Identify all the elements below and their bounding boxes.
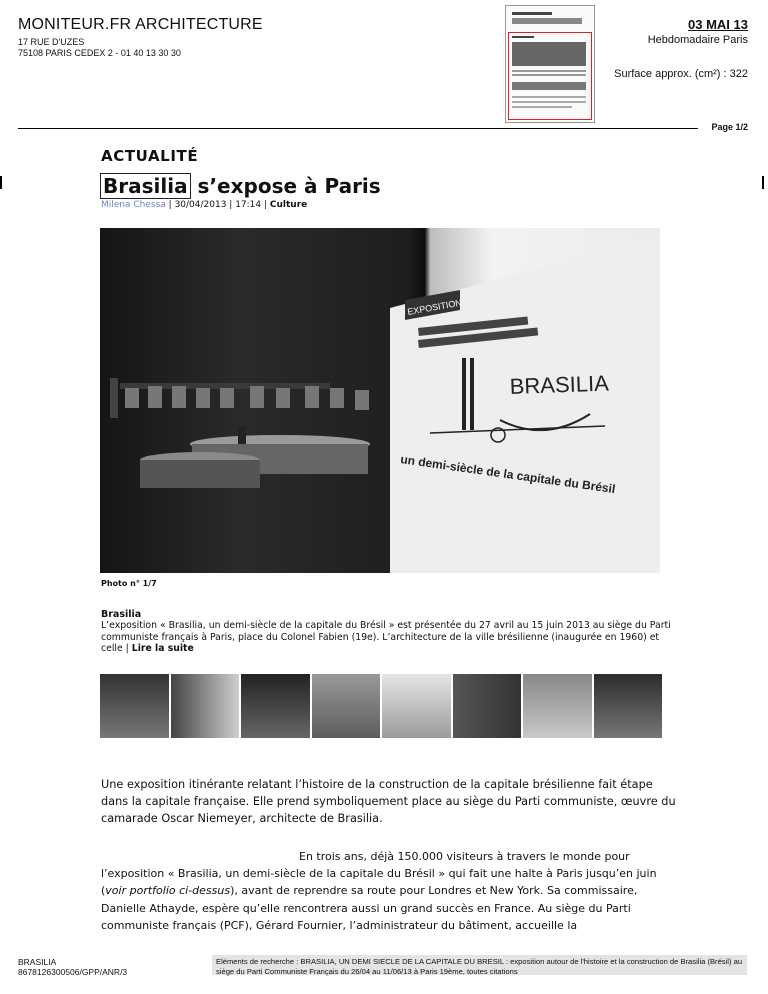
page-number: Page 1/2 [711, 122, 748, 132]
paragraph2-part-a: En trois ans, déjà 150.000 visiteurs à travers le monde pour l’exposition « Brasilia, un demi-siècle de la capitale du Brésil » qui fait une halte à Paris jusqu’en juin ( [101, 850, 657, 898]
thumbnail-3[interactable] [241, 674, 310, 738]
title-rest: s’expose à Paris [190, 174, 381, 198]
thumbnail-1[interactable] [100, 674, 169, 738]
photo-thumbnail-strip [100, 674, 662, 738]
margin-mark-left [0, 176, 2, 189]
body-paragraph-2 [101, 848, 681, 934]
photo-text-subtitle: un demi-siècle de la capitale du Brésil [399, 452, 617, 497]
thumbnail-8[interactable] [594, 674, 663, 738]
lead-paragraph [101, 620, 671, 655]
footer-ref-line-1: BRASILIA [18, 957, 57, 967]
photo-text-exposition: EXPOSITION [406, 297, 463, 317]
publication-name: MONITEUR.FR ARCHITECTURE [18, 16, 263, 33]
title-highlight: Brasilia [100, 173, 191, 199]
paragraph2-italic: voir portfolio ci-dessus [105, 884, 231, 898]
thumbnail-6[interactable] [453, 674, 522, 738]
thumbnail-2[interactable] [171, 674, 240, 738]
header-rule [18, 128, 698, 129]
surface-area: Surface approx. (cm²) : 322 [614, 68, 748, 80]
photo-text-brasilia: BRASILIA [509, 370, 610, 399]
footer-ref-line-2: 8678126300506/GPP/ANR/3 [18, 966, 128, 977]
thumbnail-4[interactable] [312, 674, 381, 738]
byline-meta: | 30/04/2013 | 17:14 | [165, 200, 270, 210]
article-title [100, 174, 381, 198]
publication-frequency: Hebdomadaire Paris [647, 34, 748, 46]
category-label[interactable]: Culture [269, 200, 308, 210]
publication-address [18, 37, 181, 59]
author-name[interactable]: Milena Chessa [101, 200, 166, 210]
thumbnail-highlight-box [508, 32, 592, 120]
search-terms-box: Eléments de recherche : BRASILIA, UN DEMI SIECLE DE LA CAPITALE DU BRESIL : exposition autour de l'histoire et la construction de Brasilia (Brésil) au siège du Parti Communiste Français du 26/04 au 11/06/13 à Paris 19ème, toutes citations [212, 955, 747, 975]
section-label: ACTUALITÉ [101, 147, 199, 165]
page-thumbnail [505, 5, 595, 123]
lead-heading: Brasilia [101, 609, 142, 620]
address-line-2: 75108 PARIS CEDEX 2 - 01 40 13 30 30 [18, 48, 181, 58]
exhibition-photo [100, 228, 660, 573]
thumbnail-7[interactable] [523, 674, 592, 738]
footer-reference [18, 958, 127, 977]
address-line-1: 17 RUE D'UZES [18, 37, 85, 47]
thumbnail-5[interactable] [382, 674, 451, 738]
photo-caption: Photo n° 1/7 [101, 579, 157, 588]
paragraph2-part-b: ), avant de reprendre sa route pour Londres et New York. Sa commissaire, Danielle Athayde, espère qu’elle rencontrera aussi un grand succès en France. Au siège du Parti communiste français (PCF), Gérard Fournier, l’administrateur du bâtiment, accueille la [101, 884, 638, 932]
lead-text: L’exposition « Brasilia, un demi-siècle de la capitale du Brésil » est présentée du 27 avril au 15 juin 2013 au siège du Parti communiste français à Paris, place du Colonel Fabien (19e). L’architecture de la ville brésilienne (inaugurée en 1960) et celle | [101, 620, 671, 654]
read-more-link[interactable]: Lire la suite [131, 643, 194, 654]
body-paragraph-intro: Une exposition itinérante relatant l’histoire de la construction de la capitale brésilienne fait étape dans la capitale française. Elle prend symboliquement place au siège du Parti communiste, œuvre du camarade Oscar Niemeyer, architecte de Brasilia. [101, 778, 676, 825]
margin-mark-right [762, 176, 764, 189]
byline [101, 200, 307, 210]
issue-date: 03 MAI 13 [688, 17, 748, 32]
